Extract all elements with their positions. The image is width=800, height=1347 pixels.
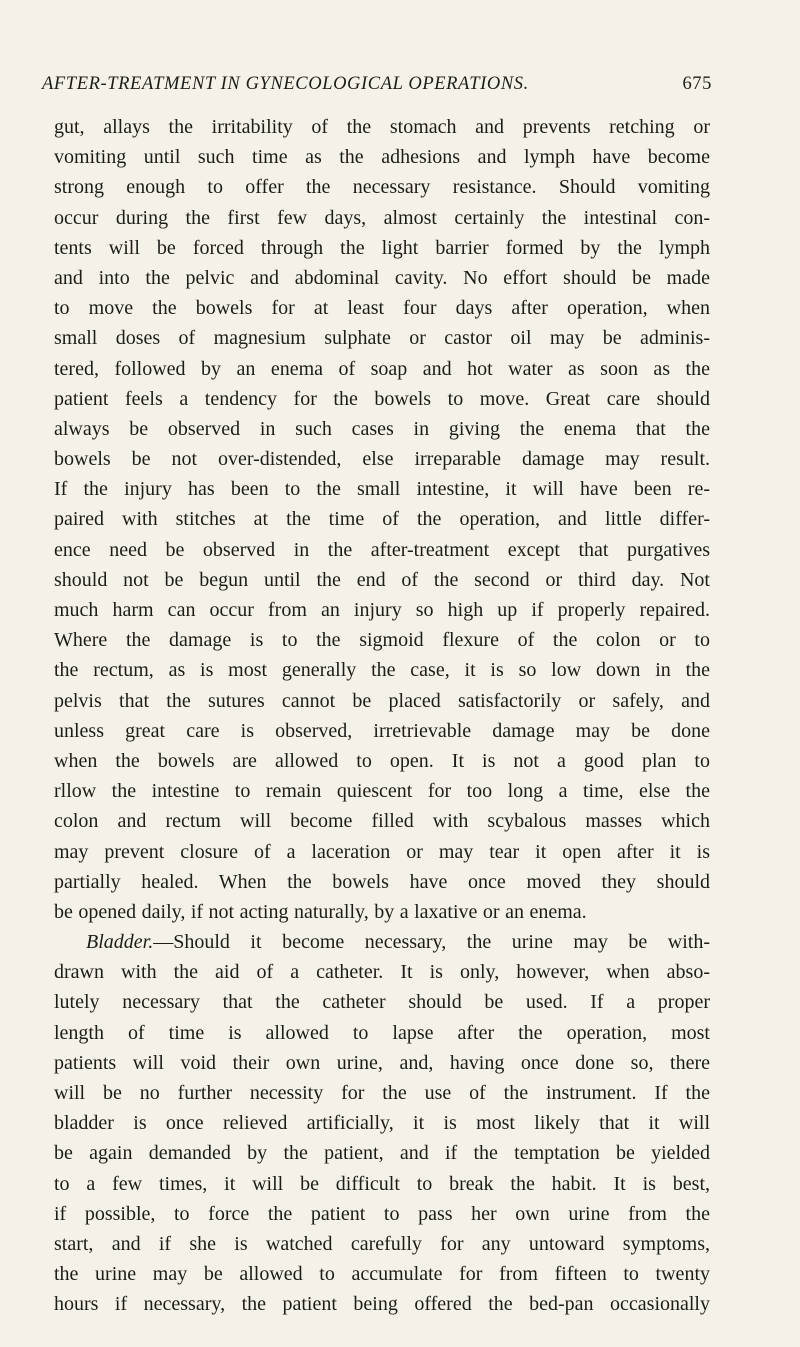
text-line: small doses of magnesium sulphate or castor oil may be adminis- (54, 327, 710, 350)
text-line: the urine may be allowed to accumulate for from fifteen to twenty (54, 1263, 710, 1286)
text-line: may prevent closure of a laceration or may tear it open after it is (54, 840, 710, 863)
text-line: start, and if she is watched carefully for any untoward symptoms, (54, 1232, 710, 1255)
text-line: bowels be not over-distended, else irreparable damage may result. (54, 448, 710, 471)
text-line: unless great care is observed, irretrievable damage may be done (54, 719, 710, 742)
text-line: bladder is once relieved artificially, it is most likely that it will (54, 1112, 710, 1135)
text-line: drawn with the aid of a catheter. It is only, however, when abso- (54, 961, 710, 984)
text-line: If the injury has been to the small intestine, it will have been re- (54, 478, 710, 501)
text-line: patients will void their own urine, and, having once done so, there (54, 1051, 710, 1074)
text-line: to a few times, it will be difficult to break the habit. It is best, (54, 1172, 710, 1195)
text-line: when the bowels are allowed to open. It is not a good plan to (54, 749, 710, 772)
text-line: occur during the first few days, almost certainly the intestinal con- (54, 206, 710, 229)
bladder-heading: Bladder. (86, 931, 154, 954)
text-line: partially healed. When the bowels have once moved they should (54, 870, 710, 893)
text-line: tents will be forced through the light barrier formed by the lymph (54, 236, 710, 259)
text-line: much harm can occur from an injury so high up if properly repaired. (54, 599, 710, 621)
text-line: the rectum, as is most generally the case, it is so low down in the (54, 659, 710, 682)
page-number: 675 (682, 74, 712, 94)
text-line: vomiting until such time as the adhesions and lymph have become (54, 146, 710, 169)
text-line: will be no further necessity for the use of the instrument. If the (54, 1082, 710, 1104)
text-line: always be observed in such cases in giving the enema that the (54, 417, 710, 440)
text-line: patient feels a tendency for the bowels to move. Great care should (54, 387, 710, 410)
bladder-paragraph-start (54, 927, 710, 957)
text-line: Where the damage is to the sigmoid flexure of the colon or to (54, 629, 710, 652)
text-line: colon and rectum will become filled with scybalous masses which (54, 810, 710, 833)
text-line: strong enough to offer the necessary resistance. Should vomiting (54, 176, 710, 199)
running-head (42, 74, 712, 100)
text-line: if possible, to force the patient to pass her own urine from the (54, 1202, 710, 1225)
text-line: gut, allays the irritability of the stomach and prevents retching or (54, 116, 710, 138)
running-title: AFTER-TREATMENT IN GYNECOLOGICAL OPERATIONS. (42, 74, 529, 94)
text-line: tered, followed by an enema of soap and hot water as soon as the (54, 357, 710, 380)
text-line: paired with stitches at the time of the operation, and little differ- (54, 508, 710, 531)
text-line: be opened daily, if not acting naturally, by a laxative or an enema. (54, 900, 587, 923)
bladder-first-line: —Should it become necessary, the urine may be with- (153, 931, 710, 954)
text-line: ence need be observed in the after-treatment except that purgatives (54, 538, 710, 561)
text-line: should not be begun until the end of the second or third day. Not (54, 568, 710, 591)
text-line: hours if necessary, the patient being offered the bed-pan occasionally (54, 1293, 710, 1316)
text-line: rllow the intestine to remain quiescent for too long a time, else the (54, 780, 710, 803)
text-line: lutely necessary that the catheter should be used. If a proper (54, 991, 710, 1014)
text-line: to move the bowels for at least four days after operation, when (54, 297, 710, 320)
text-line: and into the pelvic and abdominal cavity. No effort should be made (54, 266, 710, 289)
body-text (54, 112, 710, 1320)
text-line: pelvis that the sutures cannot be placed satisfactorily or safely, and (54, 689, 710, 712)
text-line: length of time is allowed to lapse after the operation, most (54, 1021, 710, 1044)
text-line: be again demanded by the patient, and if the temptation be yielded (54, 1142, 710, 1165)
